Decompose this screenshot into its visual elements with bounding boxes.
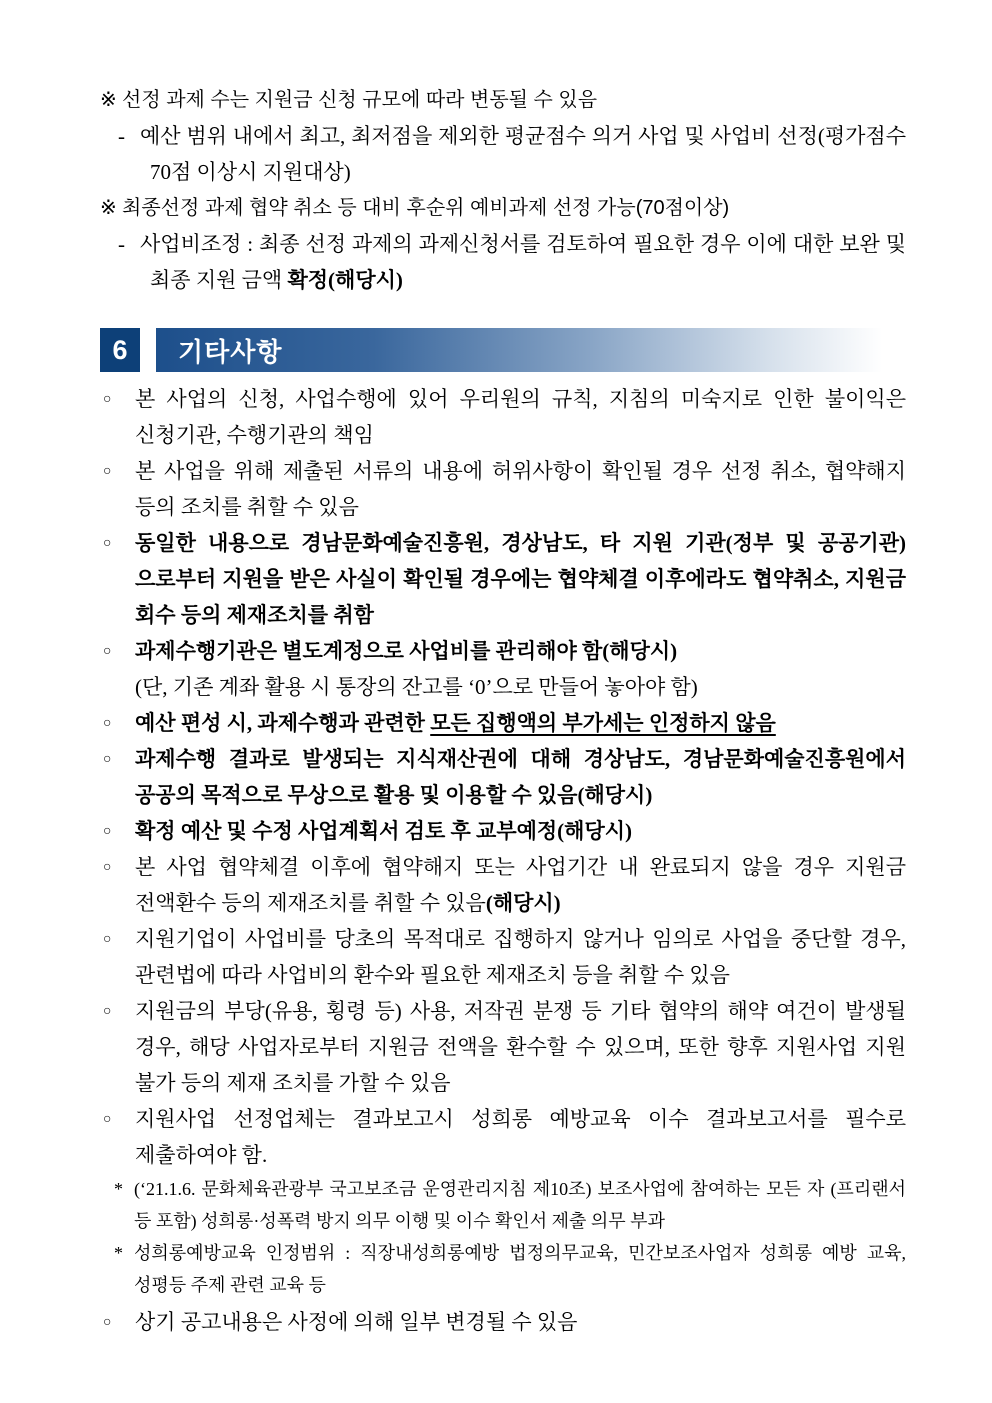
- bullet-marker: ○: [103, 1112, 112, 1127]
- list-item: [100, 1304, 906, 1340]
- text-segment: 확정(해당시): [287, 268, 403, 292]
- list-item: [100, 921, 906, 993]
- bullet-marker: ○: [103, 536, 112, 551]
- list-item: [100, 813, 906, 849]
- list-item: [100, 705, 906, 741]
- continuation-line: [100, 669, 906, 705]
- list-item: [100, 1101, 906, 1173]
- text-segment: 확정 예산 및 수정 사업계획서 검토 후 교부예정(해당시): [135, 819, 633, 843]
- text-segment: 사업비조정 : 최종 선정 과제의 과제신청서를 검토하여 필요한 경우 이에 대한 보완 및 최종 지원 금액: [140, 232, 906, 292]
- list-item: [100, 381, 906, 453]
- bullet-marker: -: [118, 232, 125, 256]
- page-content: [100, 82, 906, 1340]
- bullet-marker: ○: [103, 392, 112, 407]
- footnote-item: [114, 1173, 906, 1237]
- text-segment: 지원금의 부당(유용, 횡령 등) 사용, 저작권 분쟁 등 기타 협약의 해약 여건이 발생될 경우, 해당 사업자로부터 지원금 전액을 환수할 수 있으며, 또한 향후 지원사업 지원 불가 등의 제재 조치를 가할 수 있음: [135, 999, 906, 1095]
- text-segment: 예산 범위 내에서 최고, 최저점을 제외한 평균점수 의거 사업 및 사업비 선정(평가점수 70점 이상시 지원대상): [140, 124, 906, 184]
- bullet-marker: ○: [103, 644, 112, 659]
- bullet-marker: ※: [100, 197, 117, 219]
- bullet-marker: -: [118, 124, 125, 148]
- section-title-bar: [156, 328, 882, 372]
- list-item: [100, 190, 906, 226]
- list-item: [100, 525, 906, 633]
- text-segment: 성희롱예방교육 인정범위 : 직장내성희롱예방 법정의무교육, 민간보조사업자 성희롱 예방 교육, 성평등 주제 관련 교육 등: [134, 1243, 906, 1295]
- section-header: [100, 328, 906, 372]
- list-item: [118, 118, 906, 190]
- bullet-marker: ○: [103, 716, 112, 731]
- list-item: [100, 993, 906, 1101]
- text-segment: (단, 기존 계좌 활용 시 통장의 잔고를 ‘0’으로 만들어 놓아야 함): [135, 675, 698, 699]
- preface-notes: [100, 82, 906, 298]
- text-segment: 지원기업이 사업비를 당초의 목적대로 집행하지 않거나 임의로 사업을 중단할 경우, 관련법에 따라 사업비의 환수와 필요한 제재조치 등을 취할 수 있음: [135, 927, 906, 987]
- text-segment: (‘21.1.6. 문화체육관광부 국고보조금 운영관리지침 제10조) 보조사업에 참여하는 모든 자 (프리랜서 등 포함) 성희롱·성폭력 방지 의무 이행 및 이수 확인서 제출 의무 부과: [134, 1179, 906, 1231]
- list-item: [100, 633, 906, 669]
- footnote-item: [114, 1237, 906, 1301]
- list-item: [100, 849, 906, 921]
- text-segment: 상기 공고내용은 사정에 의해 일부 변경될 수 있음: [135, 1310, 578, 1334]
- text-segment: 예산 편성 시, 과제수행과 관련한: [135, 711, 431, 735]
- bullet-marker: ※: [100, 89, 117, 111]
- list-item: [100, 453, 906, 525]
- text-segment: 지원사업 선정업체는 결과보고시 성희롱 예방교육 이수 결과보고서를 필수로 제출하여야 함.: [135, 1107, 906, 1167]
- section-number-badge: [100, 328, 140, 372]
- bullet-marker: ○: [103, 1004, 112, 1019]
- text-segment: 모든 집행액의 부가세는 인정하지 않음: [430, 711, 776, 735]
- bullet-marker: ○: [103, 1315, 112, 1330]
- text-segment: 본 사업을 위해 제출된 서류의 내용에 허위사항이 확인될 경우 선정 취소, 협약해지 등의 조치를 취할 수 있음: [135, 459, 906, 519]
- bullet-marker: *: [114, 1243, 123, 1263]
- text-segment: 본 사업의 신청, 사업수행에 있어 우리원의 규칙, 지침의 미숙지로 인한 불이익은 신청기관, 수행기관의 책임: [135, 387, 906, 447]
- text-segment: 동일한 내용으로 경남문화예술진흥원, 경상남도, 타 지원 기관(정부 및 공공기관)으로부터 지원을 받은 사실이 확인될 경우에는 협약체결 이후에라도 협약취소, 지원금 회수 등의 제재조치를 취함: [135, 531, 906, 627]
- bullet-marker: *: [114, 1179, 123, 1199]
- bullet-marker: ○: [103, 860, 112, 875]
- list-item: [100, 741, 906, 813]
- text-segment: 과제수행 결과로 발생되는 지식재산권에 대해 경상남도, 경남문화예술진흥원에서 공공의 목적으로 무상으로 활용 및 이용할 수 있음(해당시): [135, 747, 906, 807]
- bullet-marker: ○: [103, 824, 112, 839]
- bullet-marker: ○: [103, 464, 112, 479]
- text-segment: 과제수행기관은 별도계정으로 사업비를 관리해야 함(해당시): [135, 639, 678, 663]
- text-segment: 선정 과제 수는 지원금 신청 규모에 따라 변동될 수 있음: [122, 89, 598, 111]
- bullet-marker: ○: [103, 932, 112, 947]
- text-segment: 본 사업 협약체결 이후에 협약해지 또는 사업기간 내 완료되지 않을 경우 지원금 전액환수 등의 제재조치를 취할 수 있음: [135, 855, 906, 915]
- other-matters-list: [100, 381, 906, 1340]
- section-title: 기타사항: [178, 336, 283, 367]
- section-header-gap: [140, 328, 156, 372]
- list-item: [118, 226, 906, 298]
- text-segment: 최종선정 과제 협약 취소 등 대비 후순위 예비과제 선정 가능(70점이상): [122, 197, 730, 219]
- bullet-marker: ○: [103, 752, 112, 767]
- list-item: [100, 82, 906, 118]
- text-segment: (해당시): [485, 891, 561, 915]
- section-number: 6: [112, 334, 128, 365]
